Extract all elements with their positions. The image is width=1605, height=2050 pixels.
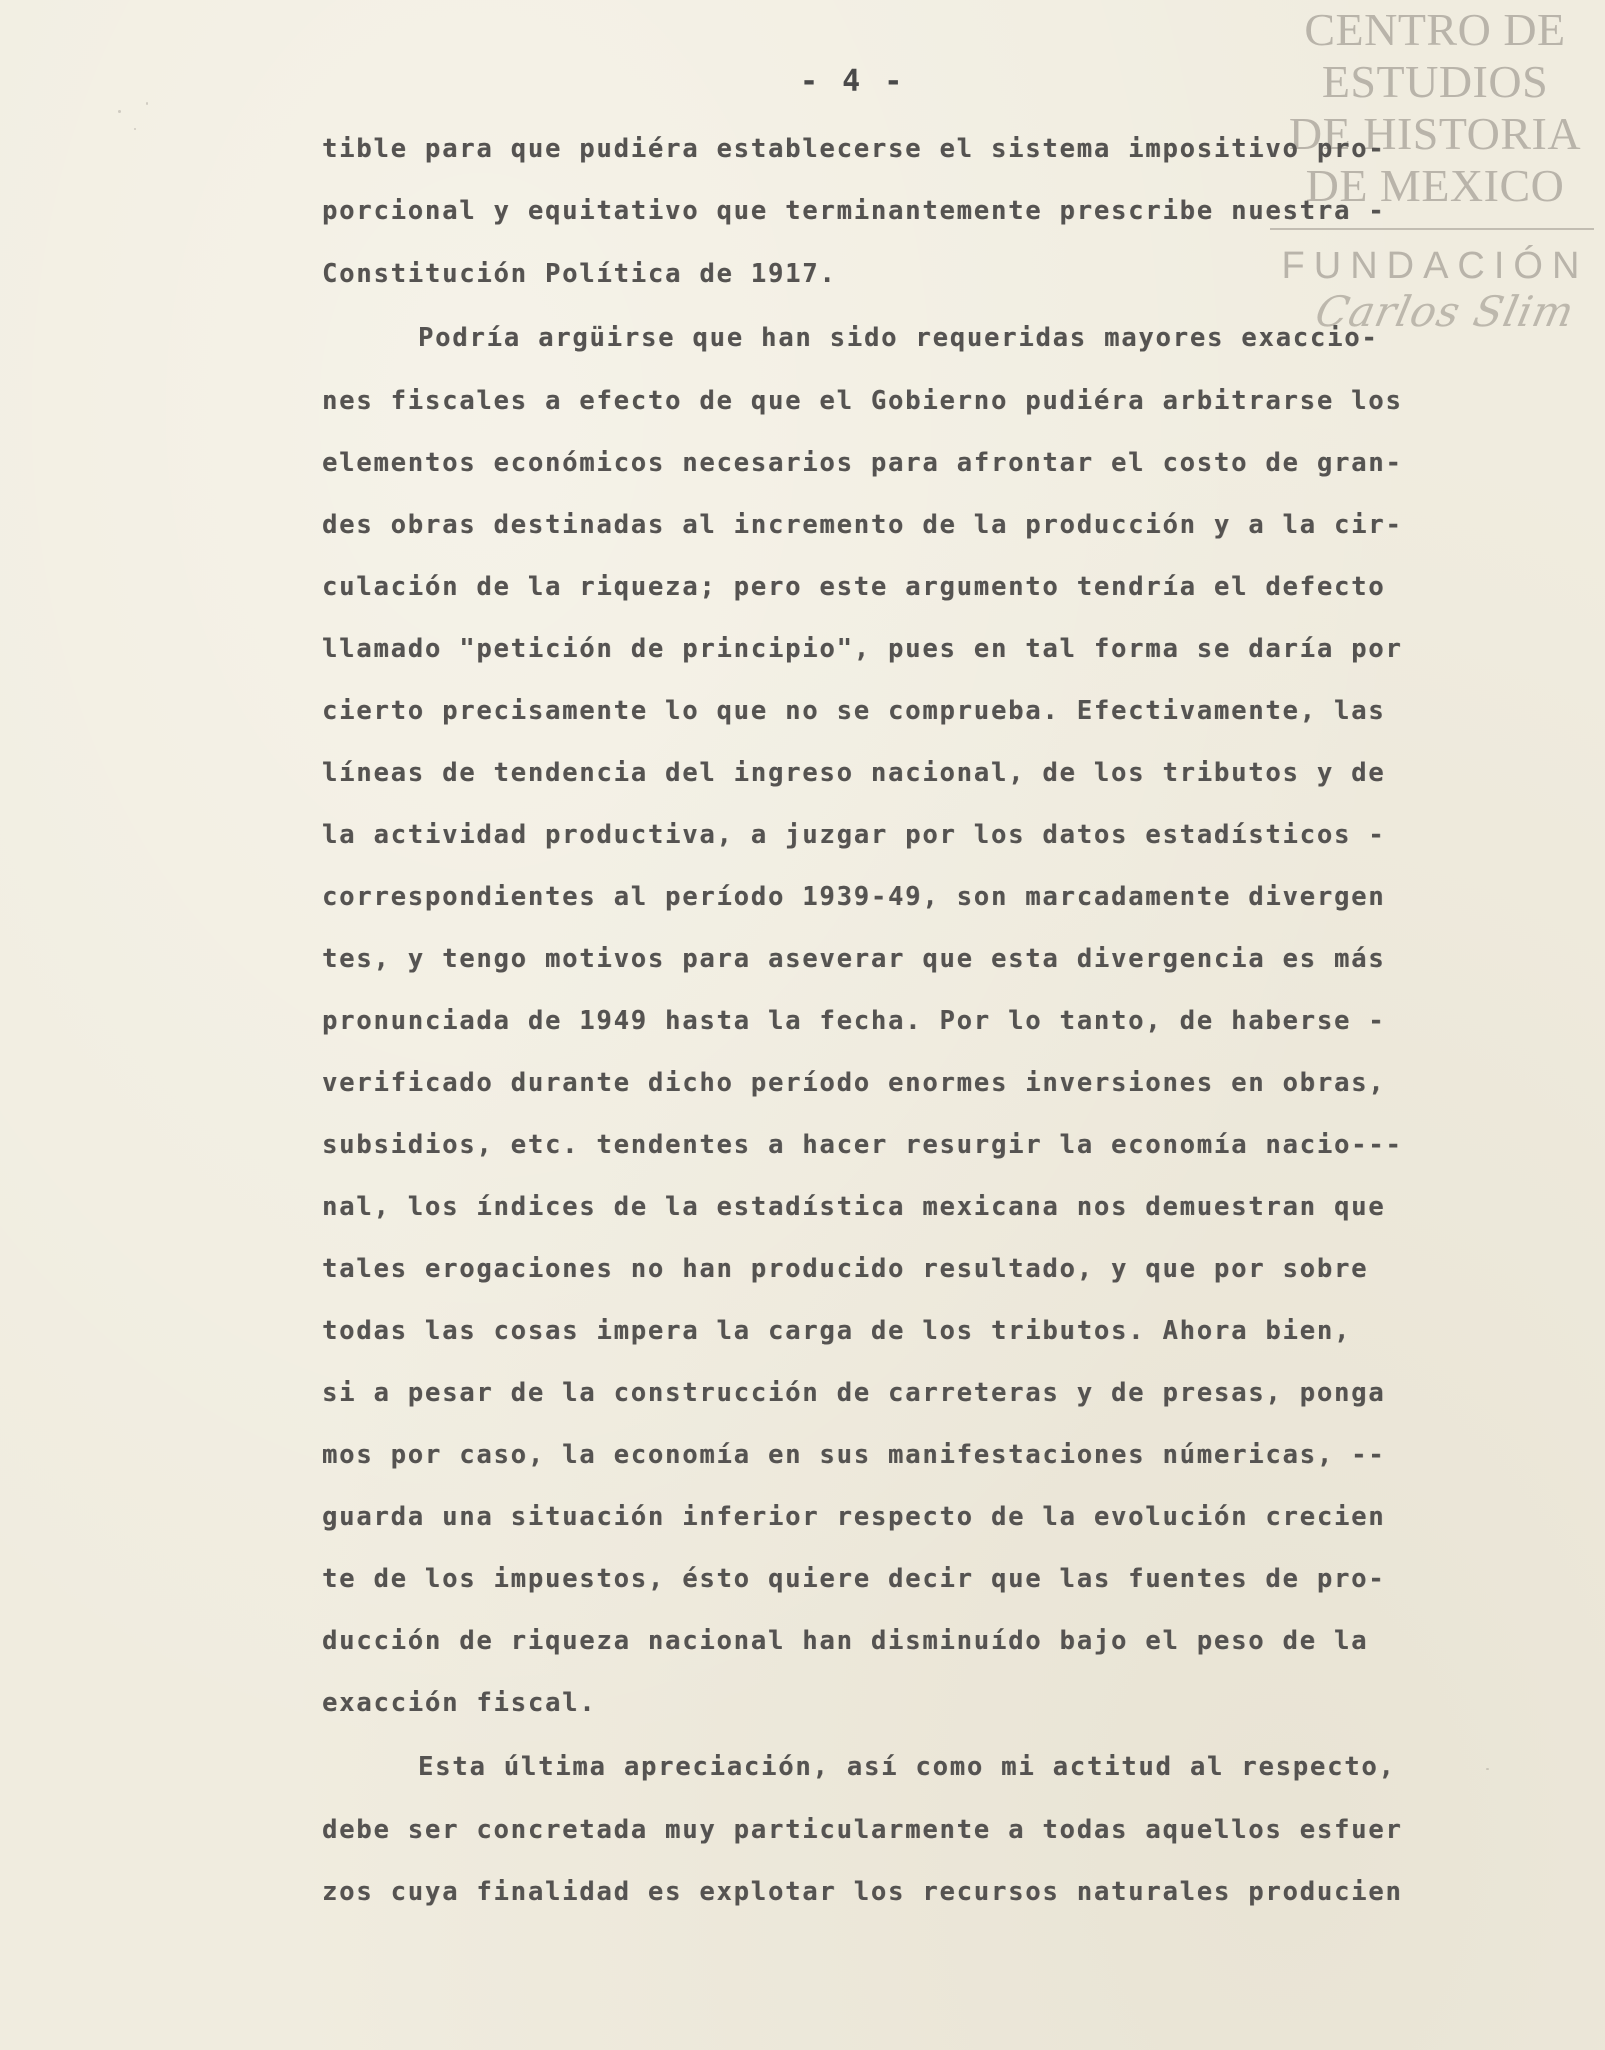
text-line: Esta última apreciación, así como mi actitud al respecto, xyxy=(418,1752,1396,1782)
text-line: si a pesar de la construcción de carreteras y de presas, ponga xyxy=(322,1378,1386,1408)
paper-speck xyxy=(1486,1768,1489,1770)
watermark-line: CENTRO DE xyxy=(1304,4,1566,55)
text-line: mos por caso, la economía en sus manifestaciones númericas, -- xyxy=(322,1440,1386,1470)
text-line: porcional y equitativo que terminantemente prescribe nuestra - xyxy=(322,196,1386,226)
text-line: tible para que pudiéra establecerse el sistema impositivo pro- xyxy=(322,134,1386,164)
text-line: guarda una situación inferior respecto de la evolución crecien xyxy=(322,1502,1386,1532)
text-line: subsidios, etc. tendentes a hacer resurgir la economía nacio--- xyxy=(322,1130,1403,1160)
text-line: todas las cosas impera la carga de los tributos. Ahora bien, xyxy=(322,1316,1352,1346)
watermark-line: DE HISTORIA xyxy=(1288,108,1582,159)
text-line: líneas de tendencia del ingreso nacional, de los tributos y de xyxy=(322,758,1386,788)
text-line: Podría argüirse que han sido requeridas mayores exaccio- xyxy=(418,323,1379,353)
text-line: elementos económicos necesarios para afrontar el costo de gran- xyxy=(322,448,1403,478)
text-line: correspondientes al período 1939-49, son marcadamente divergen xyxy=(322,882,1386,912)
text-line: cierto precisamente lo que no se comprueba. Efectivamente, las xyxy=(322,696,1386,726)
page-number: - 4 - xyxy=(800,64,906,99)
text-line: Constitución Política de 1917. xyxy=(322,259,837,289)
text-line: debe ser concretada muy particularmente a todas aquellos esfuer xyxy=(322,1815,1403,1845)
watermark-line: DE MEXICO xyxy=(1305,160,1565,211)
text-line: verificado durante dicho período enormes inversiones en obras, xyxy=(322,1068,1386,1098)
text-line: pronunciada de 1949 hasta la fecha. Por lo tanto, de haberse - xyxy=(322,1006,1386,1036)
watermark-foundation: FUNDACIÓN xyxy=(1281,245,1589,287)
watermark-signature: Carlos Slim xyxy=(1311,287,1579,336)
paper-speck xyxy=(118,110,121,113)
text-line: te de los impuestos, ésto quiere decir que las fuentes de pro- xyxy=(322,1564,1386,1594)
text-line: nal, los índices de la estadística mexicana nos demuestran que xyxy=(322,1192,1386,1222)
text-line: nes fiscales a efecto de que el Gobierno pudiéra arbitrarse los xyxy=(322,386,1403,416)
text-line: ducción de riqueza nacional han disminuído bajo el peso de la xyxy=(322,1626,1369,1656)
archive-watermark xyxy=(1270,4,1600,334)
paper-speck xyxy=(134,128,136,130)
text-line: tales erogaciones no han producido resultado, y que por sobre xyxy=(322,1254,1369,1284)
text-line: exacción fiscal. xyxy=(322,1688,597,1718)
text-line: la actividad productiva, a juzgar por los datos estadísticos - xyxy=(322,820,1386,850)
watermark-divider xyxy=(1270,228,1594,230)
text-line: llamado "petición de principio", pues en tal forma se daría por xyxy=(322,634,1403,664)
text-line: culación de la riqueza; pero este argumento tendría el defecto xyxy=(322,572,1386,602)
paper-speck xyxy=(146,102,148,105)
text-line: zos cuya finalidad es explotar los recursos naturales producien xyxy=(322,1877,1403,1907)
text-line: des obras destinadas al incremento de la producción y a la cir- xyxy=(322,510,1403,540)
text-line: tes, y tengo motivos para aseverar que esta divergencia es más xyxy=(322,944,1386,974)
watermark-line: ESTUDIOS xyxy=(1321,56,1549,107)
